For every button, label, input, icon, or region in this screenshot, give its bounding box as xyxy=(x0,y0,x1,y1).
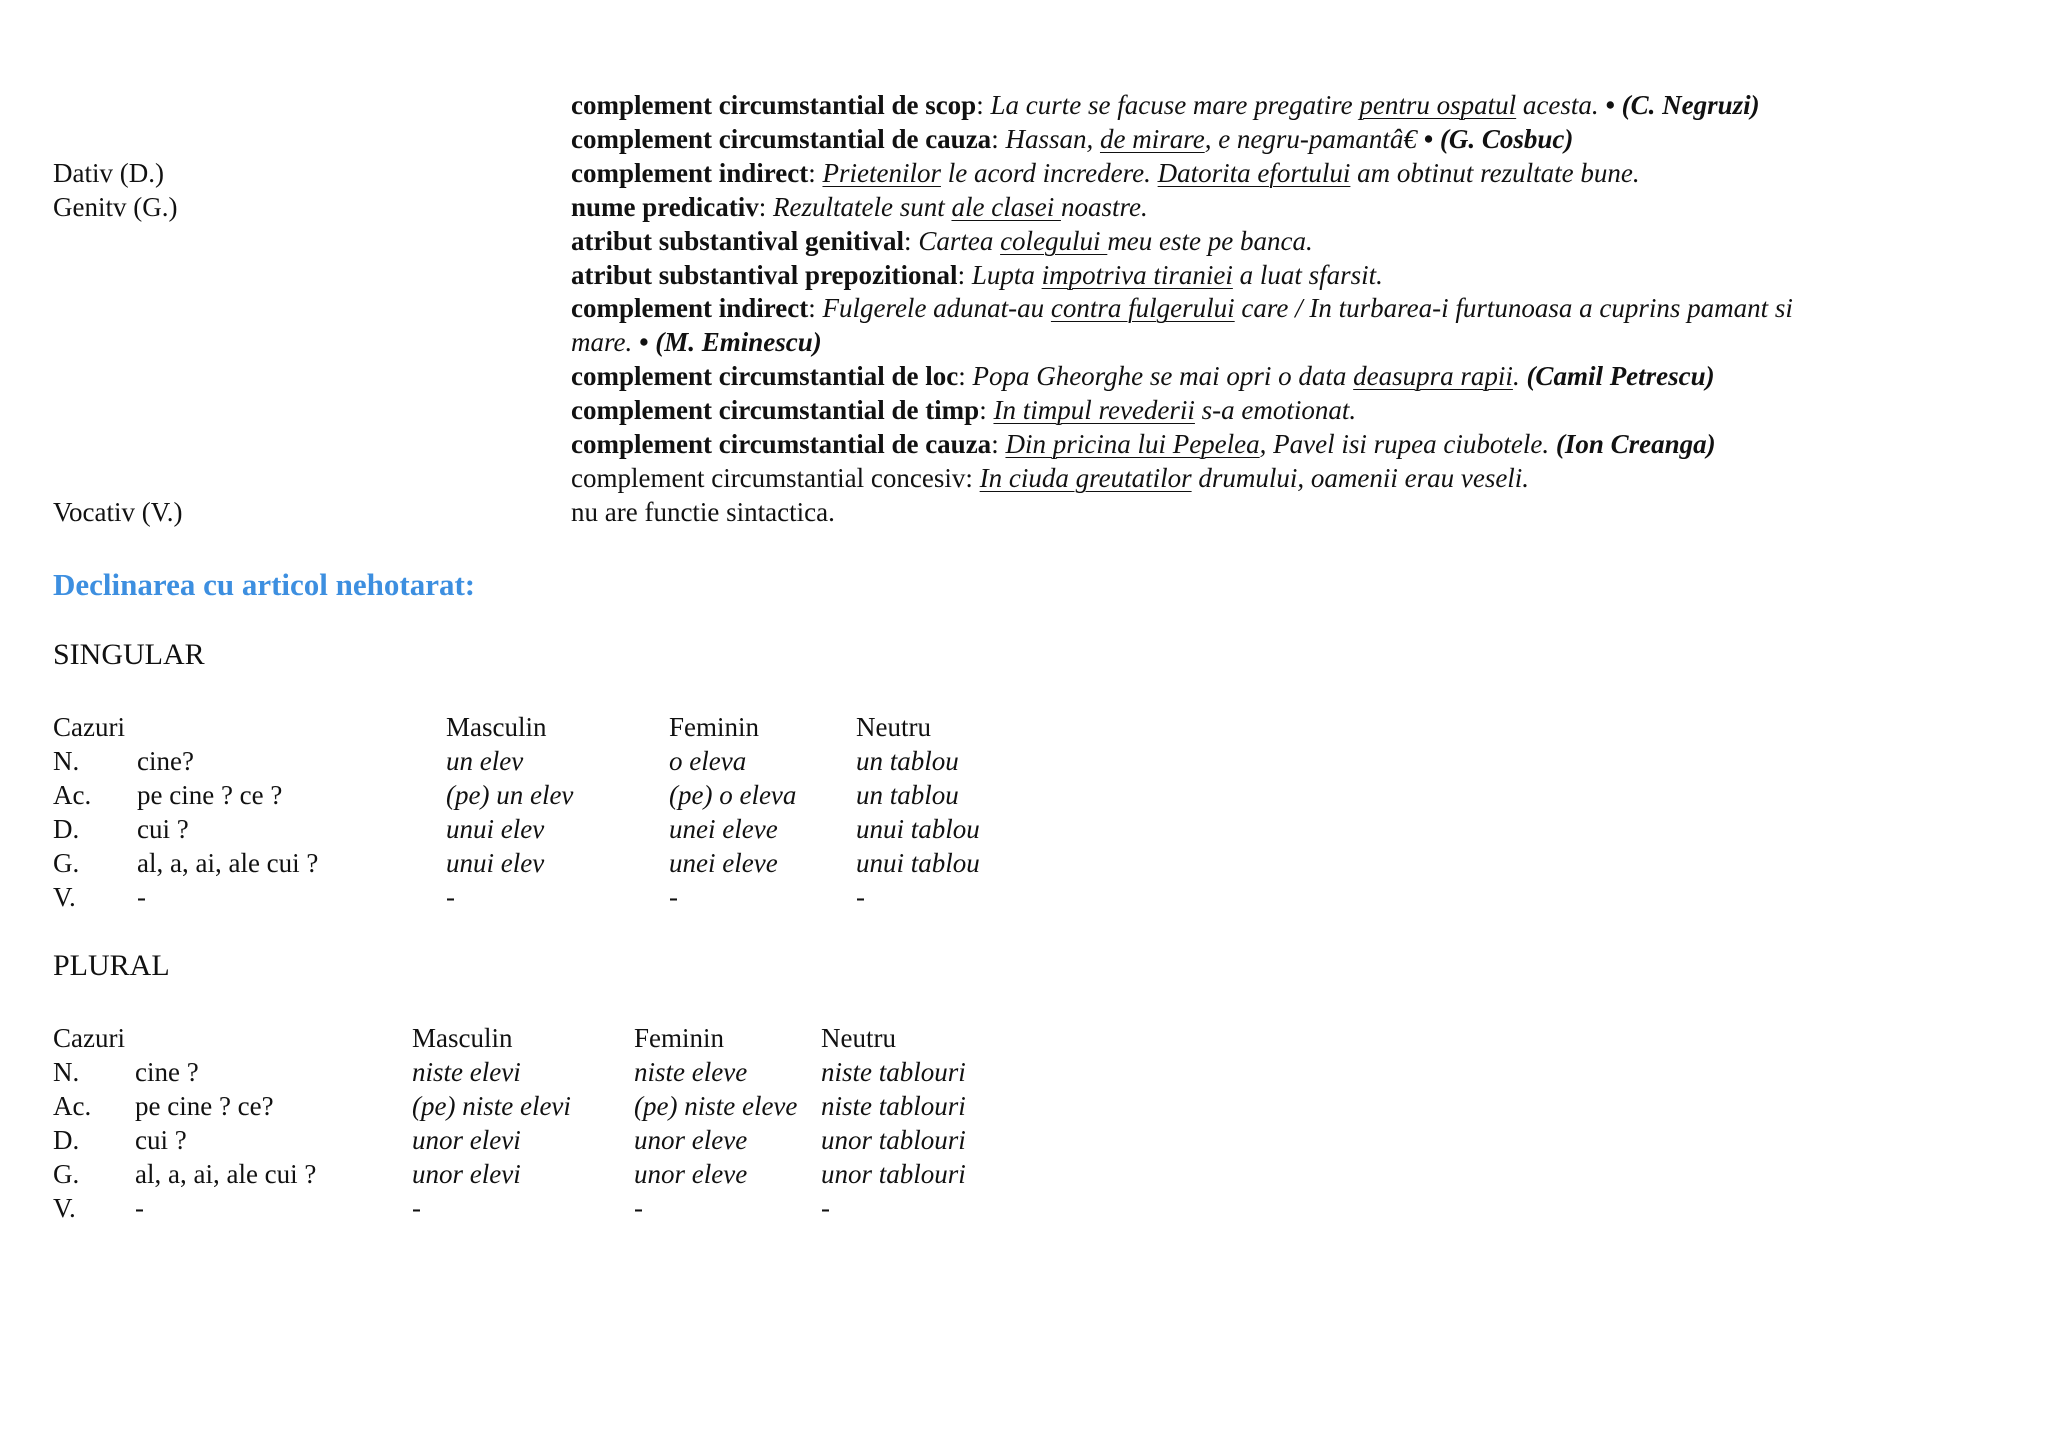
text-fragment: : xyxy=(904,225,919,256)
neuter-form: - xyxy=(821,1192,830,1223)
case-question: cui ? xyxy=(135,1124,187,1155)
column-header: Masculin xyxy=(412,1023,513,1053)
function-line xyxy=(571,190,1148,224)
underlined-term: impotriva tiraniei xyxy=(1041,259,1233,290)
neuter-form: unor tablouri xyxy=(821,1158,966,1189)
case-question: al, a, ai, ale cui ? xyxy=(137,847,319,878)
underlined-term: In timpul revederii xyxy=(993,395,1195,426)
column-header: Cazuri xyxy=(53,1023,125,1053)
author-citation: • (M. Eminescu) xyxy=(639,327,822,358)
case-label: Dativ (D.) xyxy=(53,157,164,188)
example-text: Fulgerele adunat-au xyxy=(822,293,1051,324)
neuter-form: unor tablouri xyxy=(821,1124,966,1155)
case-abbr: V. xyxy=(53,881,76,912)
example-text: Lupta xyxy=(971,259,1042,290)
case-label: Vocativ (V.) xyxy=(53,496,183,527)
function-line xyxy=(571,427,1716,461)
example-text: Hassan, xyxy=(1005,123,1100,154)
example-text: mare. xyxy=(571,327,639,358)
text-fragment: : xyxy=(808,157,823,188)
case-abbr: D. xyxy=(53,1124,80,1155)
neuter-form: un tablou xyxy=(856,779,959,810)
feminine-form: niste eleve xyxy=(634,1056,748,1087)
function-name: complement circumstantial de cauza xyxy=(571,123,992,154)
underlined-term: pentru ospatul xyxy=(1359,90,1517,120)
case-abbr: N. xyxy=(53,745,80,776)
case-question: cine ? xyxy=(135,1056,199,1087)
text-fragment: : xyxy=(976,90,991,120)
function-name: nume predicativ xyxy=(571,191,759,222)
masculine-form: - xyxy=(412,1192,421,1223)
case-question: cui ? xyxy=(137,813,189,844)
text-fragment: : xyxy=(758,191,774,222)
example-text: acesta. xyxy=(1516,90,1606,120)
function-line xyxy=(571,224,1313,258)
masculine-form: (pe) un elev xyxy=(446,779,574,810)
example-text: a luat sfarsit. xyxy=(1232,259,1383,290)
function-line xyxy=(571,495,835,529)
case-abbr: Ac. xyxy=(53,779,92,810)
underlined-term: Datorita efortului xyxy=(1157,157,1351,188)
function-name: complement indirect xyxy=(571,157,809,188)
function-name: atribut substantival genitival xyxy=(571,225,905,256)
feminine-form: unei eleve xyxy=(669,847,778,878)
case-question: - xyxy=(135,1192,144,1223)
underlined-term: ale clasei xyxy=(951,191,1061,222)
case-abbr: G. xyxy=(53,847,80,878)
feminine-form: - xyxy=(669,881,678,912)
feminine-form: (pe) o eleva xyxy=(669,779,797,810)
neuter-form: unui tablou xyxy=(856,847,980,878)
case-question: cine? xyxy=(137,745,194,776)
neuter-form: - xyxy=(856,881,865,912)
example-text: le acord incredere. xyxy=(940,157,1158,188)
masculine-form: unui elev xyxy=(446,847,545,878)
function-line xyxy=(571,461,1529,495)
text-fragment: : xyxy=(991,429,1006,459)
underlined-term: In ciuda greutatilor xyxy=(979,462,1192,493)
neuter-form: unui tablou xyxy=(856,813,980,844)
case-label: Genitv (G.) xyxy=(53,191,178,222)
masculine-form: niste elevi xyxy=(412,1056,521,1087)
case-question: al, a, ai, ale cui ? xyxy=(135,1158,317,1189)
text-fragment: : xyxy=(957,259,972,290)
text-fragment: : xyxy=(958,361,973,392)
function-name: complement circumstantial de scop xyxy=(571,90,977,120)
function-line xyxy=(571,122,1573,156)
example-text: , Pavel isi rupea ciubotele. xyxy=(1259,429,1556,459)
neuter-form: niste tablouri xyxy=(821,1090,966,1121)
function-line xyxy=(571,359,1715,393)
feminine-form: unor eleve xyxy=(634,1158,748,1189)
plural-title: PLURAL xyxy=(53,949,170,982)
function-name: complement circumstantial de timp xyxy=(571,395,980,426)
function-line xyxy=(571,156,1640,190)
column-header: Neutru xyxy=(821,1023,896,1053)
column-header: Feminin xyxy=(669,712,760,742)
function-name: atribut substantival prepozitional xyxy=(571,259,958,290)
author-citation: • (C. Negruzi) xyxy=(1605,90,1760,120)
case-abbr: V. xyxy=(53,1192,76,1223)
function-line xyxy=(571,88,1760,122)
masculine-form: - xyxy=(446,881,455,912)
masculine-form: unor elevi xyxy=(412,1124,521,1155)
function-line xyxy=(571,258,1383,292)
text-fragment: : xyxy=(808,293,823,324)
function-name: complement indirect xyxy=(571,293,809,324)
case-abbr: D. xyxy=(53,813,80,844)
column-header: Neutru xyxy=(856,712,931,742)
function-line xyxy=(571,393,1356,427)
underlined-term: de mirare xyxy=(1099,123,1205,154)
case-abbr: Ac. xyxy=(53,1090,92,1121)
case-question: pe cine ? ce? xyxy=(135,1090,274,1121)
masculine-form: unui elev xyxy=(446,813,545,844)
column-header: Masculin xyxy=(446,712,547,742)
column-header: Cazuri xyxy=(53,712,125,742)
masculine-form: unor elevi xyxy=(412,1158,521,1189)
example-text: Rezultatele sunt xyxy=(773,191,952,222)
function-line xyxy=(571,291,1793,325)
function-name: complement circumstantial de loc xyxy=(571,361,959,392)
function-line xyxy=(571,325,822,359)
case-abbr: N. xyxy=(53,1056,80,1087)
feminine-form: unor eleve xyxy=(634,1124,748,1155)
section-heading: Declinarea cu articol nehotarat: xyxy=(53,567,476,602)
underlined-term: Din pricina lui Pepelea xyxy=(1005,429,1260,459)
example-text: . xyxy=(1512,361,1527,392)
neuter-form: un tablou xyxy=(856,745,959,776)
masculine-form: (pe) niste elevi xyxy=(412,1090,571,1121)
case-question: - xyxy=(137,881,146,912)
example-text: noastre. xyxy=(1060,191,1148,222)
author-citation: (Camil Petrescu) xyxy=(1526,361,1715,392)
example-text: care / In turbarea-i furtunoasa a cuprins pamant si xyxy=(1234,293,1793,324)
neuter-form: niste tablouri xyxy=(821,1056,966,1087)
masculine-form: un elev xyxy=(446,745,524,776)
feminine-form: unei eleve xyxy=(669,813,778,844)
function-name: complement circumstantial de cauza xyxy=(571,429,992,459)
example-text: am obtinut rezultate bune. xyxy=(1350,157,1640,188)
text-fragment: nu are functie sintactica. xyxy=(571,496,835,527)
column-header: Feminin xyxy=(634,1023,725,1053)
underlined-term: deasupra rapii xyxy=(1353,361,1513,392)
author-citation: • (G. Cosbuc) xyxy=(1423,123,1574,154)
example-text: meu este pe banca. xyxy=(1107,225,1313,256)
feminine-form: - xyxy=(634,1192,643,1223)
author-citation: (Ion Creanga) xyxy=(1555,429,1716,459)
singular-title: SINGULAR xyxy=(53,638,205,671)
case-abbr: G. xyxy=(53,1158,80,1189)
text-fragment: complement circumstantial concesiv: xyxy=(571,462,980,493)
example-text: Popa Gheorghe se mai opri o data xyxy=(972,361,1354,392)
example-text: s-a emotionat. xyxy=(1194,395,1357,426)
case-question: pe cine ? ce ? xyxy=(137,779,283,810)
underlined-term: contra fulgerului xyxy=(1050,293,1235,324)
example-text: , e negru-pamantâ€ xyxy=(1204,123,1424,154)
example-text: drumului, oamenii erau veseli. xyxy=(1191,462,1530,493)
underlined-term: Prietenilor xyxy=(822,157,941,188)
feminine-form: o eleva xyxy=(669,745,747,776)
underlined-term: colegului xyxy=(1000,225,1108,256)
example-text: Cartea xyxy=(918,225,1001,256)
text-fragment: : xyxy=(991,123,1006,154)
feminine-form: (pe) niste eleve xyxy=(634,1090,798,1121)
text-fragment: : xyxy=(979,395,994,426)
example-text: La curte se facuse mare pregatire xyxy=(990,90,1360,120)
